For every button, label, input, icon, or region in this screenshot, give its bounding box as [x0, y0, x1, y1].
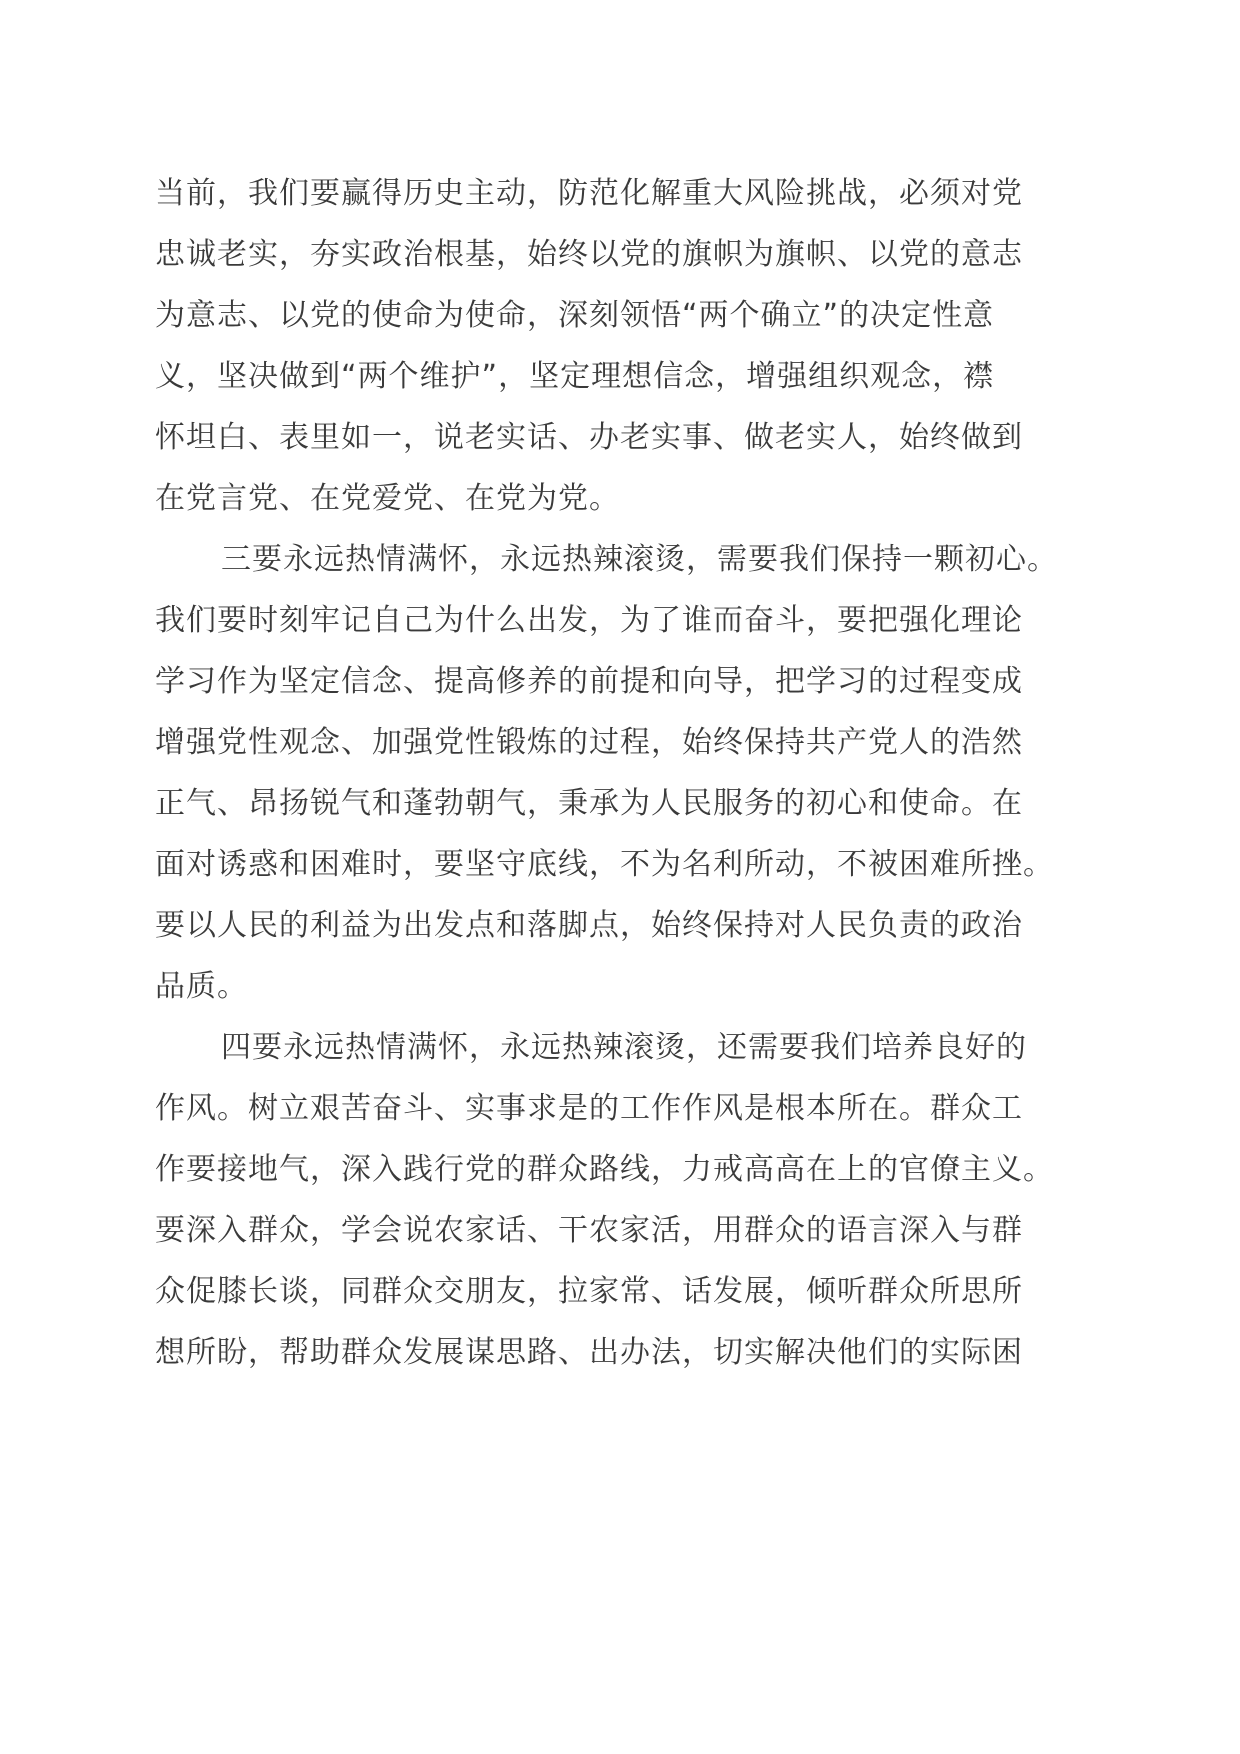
paragraph-line: 当前，我们要赢得历史主动，防范化解重大风险挑战，必须对党: [155, 176, 1023, 211]
paragraph-line: 众促膝长谈，同群众交朋友，拉家常、话发展，倾听群众所思所: [155, 1274, 1023, 1309]
paragraph-line: 要以人民的利益为出发点和落脚点，始终保持对人民负责的政治: [155, 908, 1023, 943]
paragraph-line: 忠诚老实，夯实政治根基，始终以党的旗帜为旗帜、以党的意志: [155, 237, 1023, 272]
paragraph-line: 要深入群众，学会说农家话、干农家活，用群众的语言深入与群: [155, 1213, 1023, 1248]
paragraph-line: 作要接地气，深入践行党的群众路线，力戒高高在上的官僚主义。: [155, 1152, 1054, 1187]
paragraph-line: 面对诱惑和困难时，要坚守底线，不为名利所动，不被困难所挫。: [155, 847, 1054, 882]
paragraph-line: 学习作为坚定信念、提高修养的前提和向导，把学习的过程变成: [155, 664, 1023, 699]
paragraph-line: 作风。树立艰苦奋斗、实事求是的工作作风是根本所在。群众工: [155, 1091, 1023, 1126]
document-body: [155, 163, 1095, 1383]
paragraph-line: 我们要时刻牢记自己为什么出发，为了谁而奋斗，要把强化理论: [155, 603, 1023, 638]
paragraph-line: 为意志、以党的使命为使命，深刻领悟“两个确立”的决定性意: [155, 298, 995, 333]
paragraph-line: 怀坦白、表里如一，说老实话、办老实事、做老实人，始终做到: [155, 420, 1023, 455]
paragraph-3: [155, 1017, 1095, 1383]
paragraph-line: 义，坚决做到“两个维护”，坚定理想信念，增强组织观念，襟: [155, 359, 995, 394]
paragraph-first-line: 三要永远热情满怀，永远热辣滚烫，需要我们保持一颗初心。: [221, 542, 1058, 577]
paragraph-line: 品质。: [155, 969, 248, 1004]
paragraph-line: 正气、昂扬锐气和蓬勃朝气，秉承为人民服务的初心和使命。在: [155, 786, 1023, 821]
paragraph-line: 想所盼，帮助群众发展谋思路、出办法，切实解决他们的实际困: [155, 1335, 1023, 1370]
paragraph-first-line: 四要永远热情满怀，永远热辣滚烫，还需要我们培养良好的: [221, 1030, 1027, 1065]
paragraph-line: 在党言党、在党爱党、在党为党。: [155, 481, 620, 516]
paragraph-2: [155, 529, 1095, 1017]
paragraph-1: [155, 163, 1095, 529]
paragraph-line: 增强党性观念、加强党性锻炼的过程，始终保持共产党人的浩然: [155, 725, 1023, 760]
